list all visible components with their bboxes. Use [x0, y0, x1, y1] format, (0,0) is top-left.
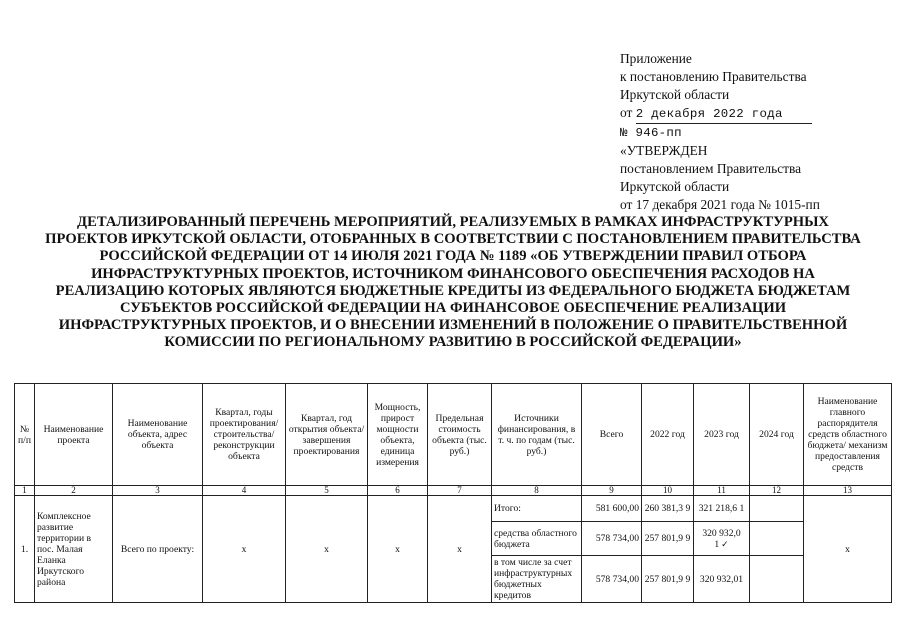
approved-line: Иркутской области	[620, 179, 730, 194]
column-number: 12	[750, 486, 804, 496]
appendix-line: к постановлению Правительства	[620, 69, 807, 84]
header-cell: Наименование проекта	[35, 384, 113, 486]
measures-table	[14, 383, 892, 603]
header-cell: 2022 год	[642, 384, 694, 486]
appendix-line: Приложение	[620, 51, 692, 66]
header-cell: 2023 год	[694, 384, 750, 486]
column-number: 3	[113, 486, 203, 496]
column-number: 2	[35, 486, 113, 496]
opening-cell: х	[286, 496, 368, 603]
header-cell: Квартал, годы проектирования/ строительства/ реконструкции объекта	[203, 384, 286, 486]
appendix-date	[620, 104, 820, 124]
column-number: 1	[15, 486, 35, 496]
checkmark-icon: ✓	[721, 538, 729, 549]
column-number-row	[15, 486, 892, 496]
header-cell: 2024 год	[750, 384, 804, 486]
project-name: Комплексное развитие территории в пос. Малая Еланка Иркутского района	[35, 496, 113, 603]
source-label: Итого:	[492, 496, 582, 522]
date-value: 2 декабря 2022 года	[636, 105, 812, 124]
column-number: 8	[492, 486, 582, 496]
column-number: 4	[203, 486, 286, 496]
approved-line: постановлением Правительства	[620, 161, 802, 176]
header-cell: Мощность, прирост мощности объекта, единица измерения	[368, 384, 428, 486]
column-number: 10	[642, 486, 694, 496]
year-2022-cell: 257 801,9 9	[642, 522, 694, 556]
max-cost-cell: х	[428, 496, 492, 603]
document-title: ДЕТАЛИЗИРОВАННЫЙ ПЕРЕЧЕНЬ МЕРОПРИЯТИЙ, РЕАЛИЗУЕМЫХ В РАМКАХ ИНФРАСТРУКТУРНЫХ ПРОЕКТОВ ИРКУТСКОЙ ОБЛАСТИ, ОТОБРАННЫХ В СООТВЕТСТВИИ С ПОСТАНОВЛЕНИЕМ ПРАВИТЕЛЬСТВА РОССИЙСКОЙ ФЕДЕРАЦИИ ОТ 14 ИЮЛЯ 2021 ГОДА № 1189 «ОБ УТВЕРЖДЕНИИ ПРАВИЛ ОТБОРА ИНФРАСТРУКТУРНЫХ ПРОЕКТОВ, ИСТОЧНИКОМ ФИНАНСОВОГО ОБЕСПЕЧЕНИЯ РАСХОДОВ НА РЕАЛИЗАЦИЮ КОТОРЫХ ЯВЛЯЮТСЯ БЮДЖЕТНЫЕ КРЕДИТЫ ИЗ ФЕДЕРАЛЬНОГО БЮДЖЕТА БЮДЖЕТАМ СУБЪЕКТОВ РОССИЙСКОЙ ФЕДЕРАЦИИ НА ФИНАНСОВОЕ ОБЕСПЕЧЕНИЕ РЕАЛИЗАЦИИ ИНФРАСТРУКТУРНЫХ ПРОЕКТОВ, И О ВНЕСЕНИИ ИЗМЕНЕНИЙ В ПОЛОЖЕНИЕ О ПРАВИТЕЛЬСТВЕННОЙ КОМИССИИ ПО РЕГИОНАЛЬНОМУ РАЗВИТИЮ В РОССИЙСКОЙ ФЕДЕРАЦИИ»	[45, 214, 861, 351]
approved-line: от 17 декабря 2021 года № 1015-пп	[620, 197, 820, 212]
object-name: Всего по проекту:	[113, 496, 203, 603]
year-2024-cell	[750, 496, 804, 522]
table-row	[15, 496, 892, 522]
period-cell: х	[203, 496, 286, 603]
capacity-cell: х	[368, 496, 428, 603]
column-number: 13	[804, 486, 892, 496]
header-cell: № п/п	[15, 384, 35, 486]
total-cell: 578 734,00	[582, 556, 642, 603]
column-number: 6	[368, 486, 428, 496]
total-cell: 578 734,00	[582, 522, 642, 556]
appendix-number: № 946-пп	[620, 126, 682, 140]
year-2024-cell	[750, 556, 804, 603]
administrator-cell: х	[804, 496, 892, 603]
header-cell: Квартал, год открытия объекта/ завершения проектирования	[286, 384, 368, 486]
header-row	[15, 384, 892, 486]
year-2023-value: 320 932,0 1	[702, 527, 741, 550]
year-2022-cell: 257 801,9 9	[642, 556, 694, 603]
header-cell: Наименование главного распорядителя средств областного бюджета/ механизм предоставления средств	[804, 384, 892, 486]
source-label: средства областного бюджета	[492, 522, 582, 556]
header-cell: Всего	[582, 384, 642, 486]
column-number: 9	[582, 486, 642, 496]
source-label: в том числе за счет инфраструктурных бюджетных кредитов	[492, 556, 582, 603]
date-prefix: от	[620, 105, 636, 120]
header-cell: Предельная стоимость объекта (тыс. руб.)	[428, 384, 492, 486]
year-2022-cell: 260 381,3 9	[642, 496, 694, 522]
column-number: 7	[428, 486, 492, 496]
column-number: 11	[694, 486, 750, 496]
header-cell: Источники финансирования, в т. ч. по годам (тыс. руб.)	[492, 384, 582, 486]
column-number: 5	[286, 486, 368, 496]
header-cell: Наименование объекта, адрес объекта	[113, 384, 203, 486]
year-2024-cell	[750, 522, 804, 556]
appendix-block	[620, 50, 820, 214]
row-number: 1.	[15, 496, 35, 603]
total-cell: 581 600,00	[582, 496, 642, 522]
approved-line: «УТВЕРЖДЕН	[620, 143, 708, 158]
year-2023-cell: 320 932,01	[694, 556, 750, 603]
appendix-line: Иркутской области	[620, 87, 730, 102]
year-2023-cell	[694, 522, 750, 556]
year-2023-cell: 321 218,6 1	[694, 496, 750, 522]
